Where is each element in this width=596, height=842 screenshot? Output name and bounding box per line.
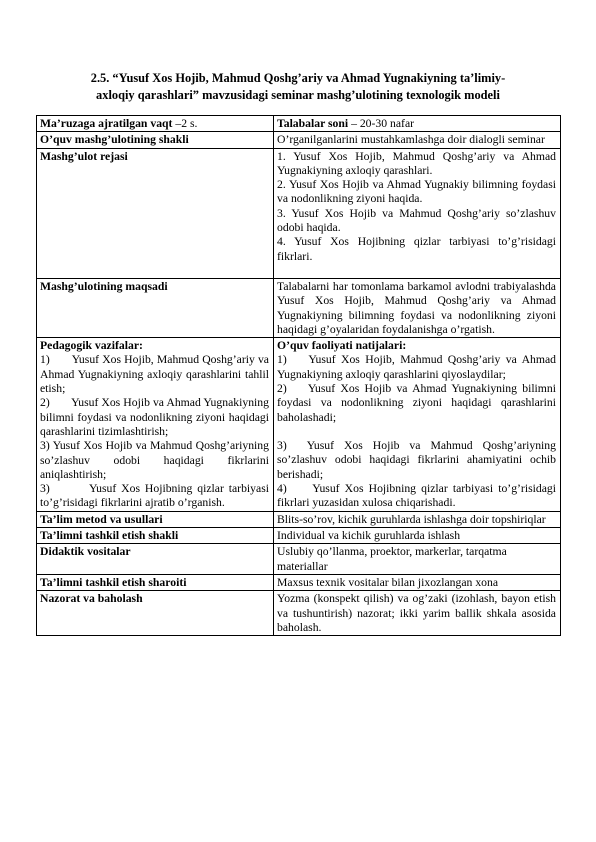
table-row-methods: [37, 511, 561, 527]
outcome-item: 1) Yusuf Xos Hojib, Mahmud Qoshg’ariy va Ahmad Yugnakiyning axloqiy qarashlarini qiyoslaydilar;: [277, 353, 556, 381]
lecture-time-value: –2 s.: [172, 117, 198, 130]
lesson-form-label: O’quv mashg’ulotining shakli: [37, 132, 274, 148]
table-row-didactic: [37, 544, 561, 575]
outcome-item: 3) Yusuf Xos Hojib va Mahmud Qoshg’ariyning so’zlashuv odobi haqidagi fikrlarini ahamiyatini ochib berishadi;: [277, 438, 556, 481]
task-item: 3) Yusuf Xos Hojibning qizlar tarbiyasi to’g’risidagi fikrlarini ajratib o’rganish.: [40, 482, 269, 510]
plan-item: 2. Yusuf Xos Hojib va Ahmad Yugnakiy bilimning foydasi va nodonlikning ziyoni haqida.: [277, 178, 556, 206]
title-line-2: axloqiy qarashlari” mavzusidagi seminar mashg’ulotining texnologik modeli: [96, 88, 500, 102]
methods-value: Blits-so’rov, kichik guruhlarda ishlashga doir topshiriqlar: [274, 511, 561, 527]
student-count-cell: [274, 116, 561, 132]
learning-outcomes-heading: O’quv faoliyati natijalari:: [277, 339, 407, 353]
document-title: [50, 70, 546, 104]
pedagogical-tasks-heading: Pedagogik vazifalar:: [40, 339, 143, 353]
table-row-organization: [37, 528, 561, 544]
lesson-goal-value: Talabalarni har tomonlama barkamol avlodni trabiyalashda Yusuf Xos Hojib, Mahmud Qoshg’ariy va Ahmad Yugnakiyning bilimning foydasi va nodonlikning ziyoni haqidagi g’oyalaridan foydalanishga o’rgatish.: [274, 278, 561, 337]
table-row-form: [37, 132, 561, 148]
outcome-item: 4) Yusuf Xos Hojibning qizlar tarbiyasi to’g’risidagi fikrlari yuzasidan xulosa chiqarishadi.: [277, 481, 556, 510]
didactic-tools-label: Didaktik vositalar: [37, 544, 274, 575]
table-row-conditions: [37, 574, 561, 590]
learning-outcomes-cell: [274, 338, 561, 512]
organization-form-label: Ta’limni tashkil etish shakli: [37, 528, 274, 544]
organization-form-value: Individual va kichik guruhlarda ishlash: [274, 528, 561, 544]
technology-model-table: [36, 115, 561, 636]
conditions-value: Maxsus texnik vositalar bilan jixozlangan xona: [274, 574, 561, 590]
lesson-plan-value: [274, 148, 561, 278]
table-row-tasks: [37, 338, 561, 512]
assessment-value: Yozma (konspekt qilish) va og’zaki (izohlash, bayon etish va tushuntirish) nazorat; ikki yarim ballik shkala asosida baholash.: [274, 591, 561, 636]
student-count-value: – 20-30 nafar: [348, 117, 415, 130]
lesson-goal-label: Mashg’ulotining maqsadi: [37, 278, 274, 337]
spacer: [277, 425, 556, 439]
lecture-time-cell: [37, 116, 274, 132]
plan-item: 3. Yusuf Xos Hojib va Mahmud Qoshg’ariy so’zlashuv odobi haqida.: [277, 206, 556, 235]
plan-item: 4. Yusuf Xos Hojibning qizlar tarbiyasi to’g’risidagi fikrlari.: [277, 235, 556, 263]
assessment-label: Nazorat va baholash: [37, 591, 274, 636]
task-item: 1) Yusuf Xos Hojib, Mahmud Qoshg’ariy va Ahmad Yugnakiyning axloqiy qarashlarini tahlil etish;: [40, 353, 269, 396]
methods-label: Ta’lim metod va usullari: [37, 511, 274, 527]
lesson-form-value: O’rganilganlarini mustahkamlashga doir dialogli seminar: [274, 132, 561, 148]
pedagogical-tasks-cell: [37, 338, 274, 512]
task-item: 3) Yusuf Xos Hojib va Mahmud Qoshg’ariyning so’zlashuv odobi haqidagi fikrlarini aniqlashtirish;: [40, 439, 269, 481]
student-count-label: Talabalar soni: [277, 117, 349, 130]
conditions-label: Ta’limni tashkil etish sharoiti: [37, 574, 274, 590]
plan-item: 1. Yusuf Xos Hojib, Mahmud Qoshg’ariy va Ahmad Yugnakiyning axloqiy qarashlari.: [277, 149, 556, 177]
table-row-assessment: [37, 591, 561, 636]
lecture-time-label: Ma’ruzaga ajratilgan vaqt: [40, 117, 173, 130]
title-line-1: 2.5. “Yusuf Xos Hojib, Mahmud Qoshg’ariy va Ahmad Yugnakiyning ta’limiy-: [90, 71, 506, 85]
table-row-goal: [37, 278, 561, 337]
table-row-time: [37, 116, 561, 132]
lesson-plan-label: Mashg’ulot rejasi: [37, 148, 274, 278]
didactic-tools-value: Uslubiy qo’llanma, proektor, markerlar, tarqatma materiallar: [274, 544, 561, 575]
task-item: 2) Yusuf Xos Hojib va Ahmad Yugnakiyning bilimni foydasi va nodonlikning ziyoni haqidagi qarashlarini tizimlashtirish;: [40, 396, 269, 438]
outcome-item: 2) Yusuf Xos Hojib va Ahmad Yugnakiyning bilimni foydasi va nodonlikning ziyoni haqidagi qarashlarini baholashadi;: [277, 382, 556, 424]
table-row-plan: [37, 148, 561, 278]
spacer: [277, 264, 556, 278]
